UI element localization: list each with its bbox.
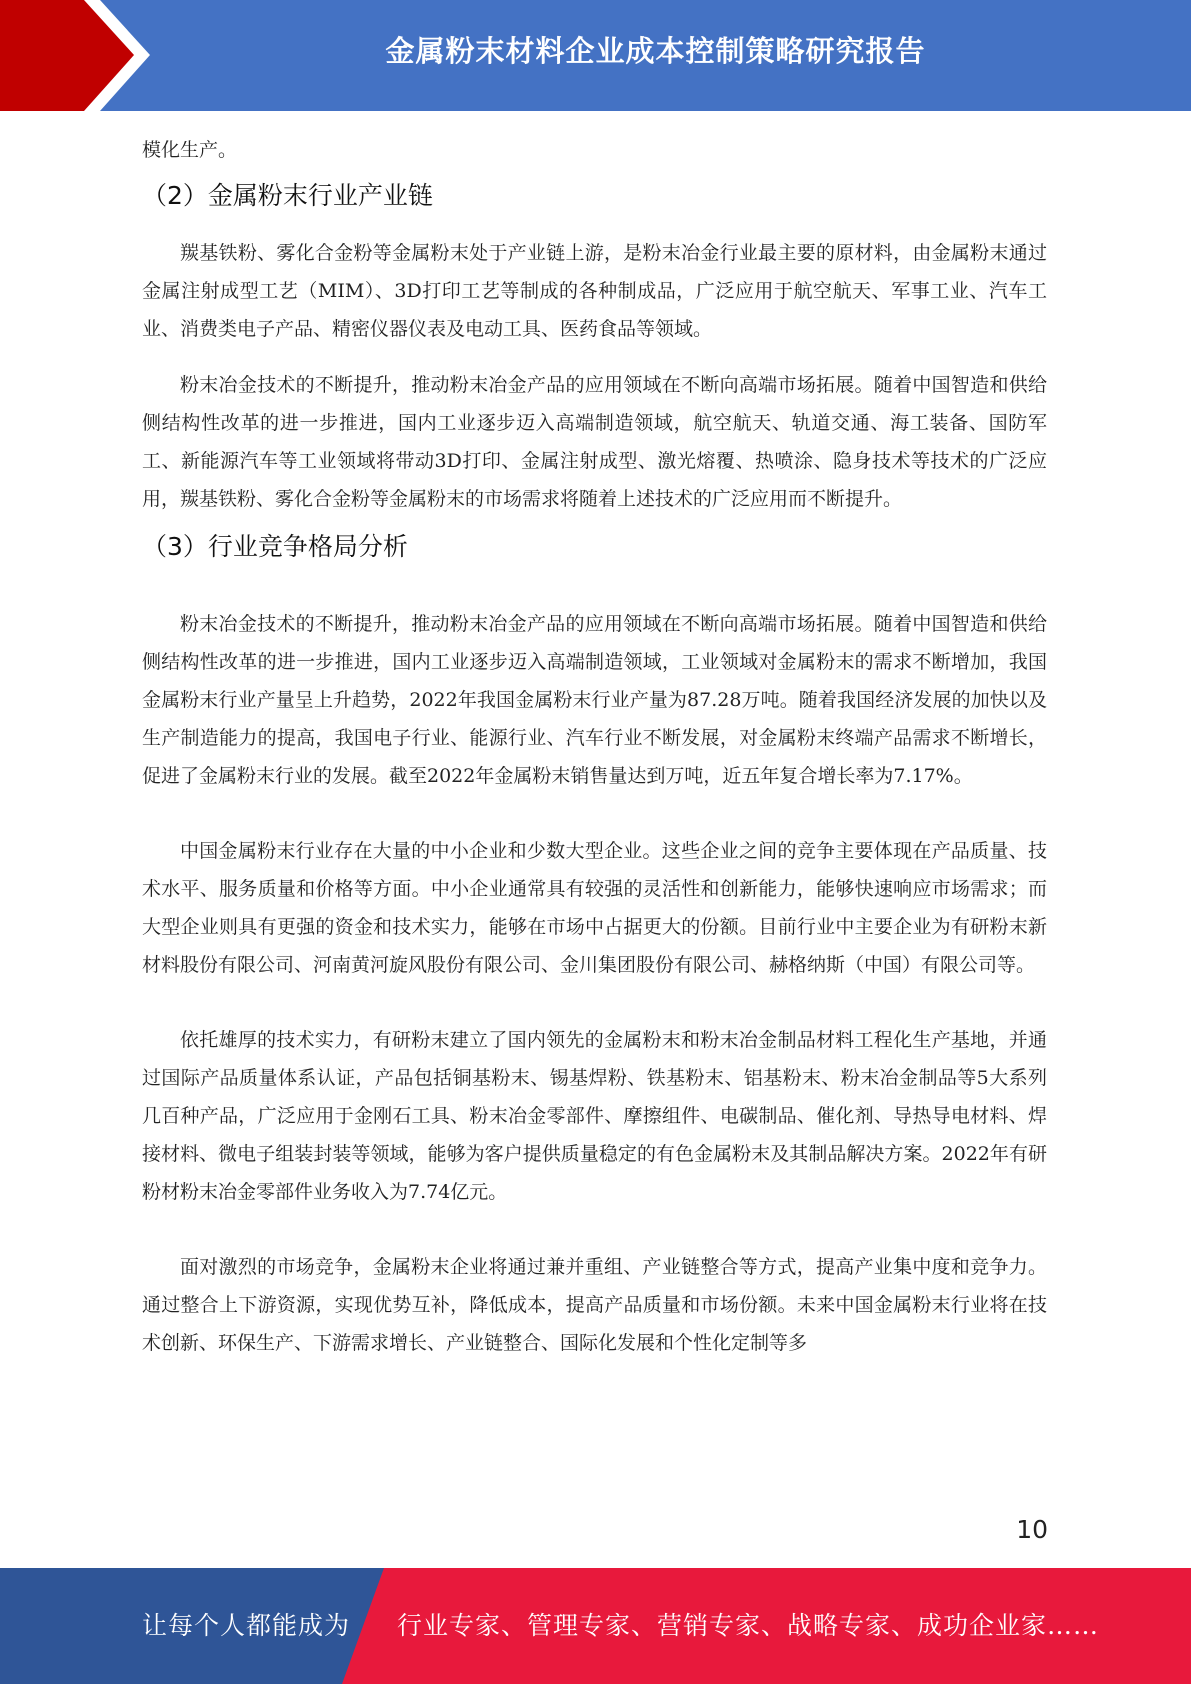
paragraph-competition-landscape: 中国金属粉末行业存在大量的中小企业和少数大型企业。这些企业之间的竞争主要体现在产品质量、技术水平、服务质量和价格等方面。中小企业通常具有较强的灵活性和创新能力，能够快速响应市场需求；而大型企业则具有更强的资金和技术实力，能够在市场中占据更大的份额。目前行业中主要企业为有研粉末新材料股份有限公司、河南黄河旋风股份有限公司、金川集团股份有限公司、赫格纳斯（中国）有限公司等。 [142, 840, 1047, 976]
footer-slogan-left: 让每个人都能成为 [142, 1611, 351, 1640]
header-arrow-decoration [0, 0, 160, 111]
paragraph-continuation: 模化生产。 [142, 139, 238, 161]
paragraph-industry-chain: 羰基铁粉、雾化合金粉等金属粉末处于产业链上游，是粉末冶金行业最主要的原材料，由金属粉末通过金属注射成型工艺（MIM）、3D打印工艺等制成的各种制成品，广泛应用于航空航天、军事工业、汽车工业、消费类电子产品、精密仪器仪表及电动工具、医药食品等领域。 [142, 242, 1047, 340]
paragraph-future-trend: 面对激烈的市场竞争，金属粉末企业将通过兼并重组、产业链整合等方式，提高产业集中度和竞争力。通过整合上下游资源，实现优势互补，降低成本，提高产品质量和市场份额。未来中国金属粉末行业将在技术创新、环保生产、下游需求增长、产业链整合、国际化发展和个性化定制等多 [142, 1256, 1047, 1354]
footer-slogan-right: 行业专家、管理专家、营销专家、战略专家、成功企业家…… [397, 1611, 1100, 1640]
paragraph-technology-development: 粉末冶金技术的不断提升，推动粉末冶金产品的应用领域在不断向高端市场拓展。随着中国智造和供给侧结构性改革的进一步推进，国内工业逐步迈入高端制造领域，航空航天、轨道交通、海工装备、国防军工、新能源汽车等工业领域将带动3D打印、金属注射成型、激光熔覆、热喷涂、隐身技术等技术的广泛应用，羰基铁粉、雾化合金粉等金属粉末的市场需求将随着上述技术的广泛应用而不断提升。 [142, 374, 1047, 510]
paragraph-company-profile: 依托雄厚的技术实力，有研粉末建立了国内领先的金属粉末和粉末冶金制品材料工程化生产基地，并通过国际产品质量体系认证，产品包括铜基粉末、锡基焊粉、铁基粉末、铝基粉末、粉末冶金制品等5大系列几百种产品，广泛应用于金刚石工具、粉末冶金零部件、摩擦组件、电碳制品、催化剂、导热导电材料、焊接材料、微电子组装封装等领域，能够为客户提供质量稳定的有色金属粉末及其制品解决方案。2022年有研粉材粉末冶金零部件业务收入为7.74亿元。 [142, 1029, 1047, 1203]
section-heading-industry-chain: （2）金属粉末行业产业链 [142, 181, 433, 210]
report-title: 金属粉末材料企业成本控制策略研究报告 [385, 34, 926, 68]
document-body [142, 131, 1047, 1362]
page-header [0, 0, 1191, 111]
section-heading-competition: （3）行业竞争格局分析 [142, 532, 408, 561]
paragraph-market-output: 粉末冶金技术的不断提升，推动粉末冶金产品的应用领域在不断向高端市场拓展。随着中国智造和供给侧结构性改革的进一步推进，国内工业逐步迈入高端制造领域，工业领域对金属粉末的需求不断增加，我国金属粉末行业产量呈上升趋势，2022年我国金属粉末行业产量为87.28万吨。随着我国经济发展的加快以及生产制造能力的提高，我国电子行业、能源行业、汽车行业不断发展，对金属粉末终端产品需求不断增长，促进了金属粉末行业的发展。截至2022年金属粉末销售量达到万吨，近五年复合增长率为7.17%。 [142, 613, 1047, 787]
page-number: 10 [1016, 1515, 1048, 1544]
page-footer [0, 1568, 1191, 1684]
